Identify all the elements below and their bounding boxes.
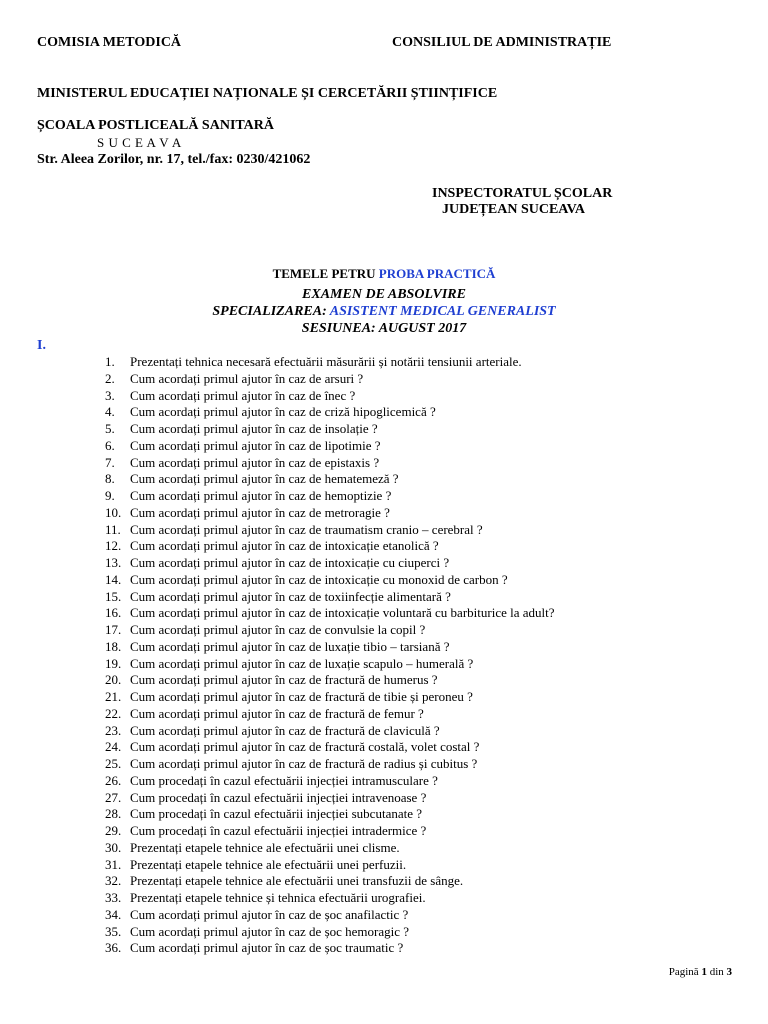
question-text: Prezentați etapele tehnice ale efectuării unei clisme. — [130, 839, 400, 855]
question-number: 19. — [105, 655, 122, 671]
question-item — [105, 605, 555, 622]
question-item — [105, 672, 555, 689]
question-number: 26. — [105, 772, 122, 788]
question-text: Cum acordați primul ajutor în caz de fractură de femur ? — [130, 705, 424, 721]
question-text: Cum acordați primul ajutor în caz de luxație scapulo – humerală ? — [130, 655, 474, 671]
question-item — [105, 739, 555, 756]
question-item — [105, 522, 555, 539]
question-number: 15. — [105, 588, 122, 604]
question-item — [105, 505, 555, 522]
question-text: Cum acordați primul ajutor în caz de intoxicație cu monoxid de carbon ? — [130, 571, 508, 587]
question-number: 18. — [105, 638, 122, 654]
page-current: 1 — [701, 966, 707, 978]
question-number: 4. — [105, 404, 115, 420]
school-address: Str. Aleea Zorilor, nr. 17, tel./fax: 0230/421062 — [37, 152, 311, 167]
question-number: 9. — [105, 488, 115, 503]
question-text: Cum procedați în cazul efectuării injecției intramusculare ? — [130, 772, 438, 788]
question-number: 33. — [105, 890, 122, 905]
title-highlight: PROBA PRACTICĂ — [378, 266, 496, 281]
question-item — [105, 455, 555, 472]
question-number: 11. — [105, 521, 121, 537]
question-number: 8. — [105, 471, 115, 487]
question-item — [105, 689, 555, 706]
question-text: Cum acordați primul ajutor în caz de insolație ? — [130, 421, 378, 436]
question-text: Cum acordați primul ajutor în caz de hematemeză ? — [130, 471, 399, 487]
question-text: Cum procedați în cazul efectuării injecției intravenoase ? — [130, 789, 427, 805]
question-item — [105, 940, 555, 957]
question-text: Cum acordați primul ajutor în caz de convulsie la copil ? — [130, 622, 426, 637]
question-number: 5. — [105, 421, 115, 436]
question-item — [105, 438, 555, 455]
question-text: Prezentați tehnica necesară efectuării măsurării și notării tensiunii arteriale. — [130, 354, 522, 369]
question-number: 29. — [105, 823, 122, 838]
question-item — [105, 404, 555, 421]
ministry-title: MINISTERUL EDUCAȚIEI NAȚIONALE ȘI CERCETĂRII ȘTIINȚIFICE — [37, 86, 498, 101]
administration-council-title: CONSILIUL DE ADMINISTRAȚIE — [392, 35, 612, 50]
question-number: 22. — [105, 705, 122, 721]
question-text: Cum acordați primul ajutor în caz de fractură de tibie și peroneu ? — [130, 689, 473, 704]
question-text: Cum acordați primul ajutor în caz de hemoptizie ? — [130, 488, 392, 503]
inspectorate-line-1: INSPECTORATUL ȘCOLAR — [432, 186, 613, 201]
question-item — [105, 488, 555, 505]
question-text: Cum acordați primul ajutor în caz de șoc hemoragic ? — [130, 923, 410, 939]
question-number: 27. — [105, 789, 122, 805]
question-item — [105, 790, 555, 807]
of-word: din — [709, 966, 724, 978]
question-text: Cum acordați primul ajutor în caz de fractură de humerus ? — [130, 672, 438, 688]
question-item — [105, 656, 555, 673]
question-text: Cum procedați în cazul efectuării injecției subcutanate ? — [130, 806, 423, 822]
question-item — [105, 572, 555, 589]
question-item — [105, 840, 555, 857]
question-number: 36. — [105, 940, 122, 956]
question-item — [105, 706, 555, 723]
specialization-value: ASISTENT MEDICAL GENERALIST — [329, 304, 556, 319]
question-text: Cum acordați primul ajutor în caz de criză hipoglicemică ? — [130, 404, 436, 420]
question-item — [105, 907, 555, 924]
page-total: 3 — [726, 966, 732, 978]
question-text: Prezentați etapele tehnice și tehnica efectuării urografiei. — [130, 890, 426, 905]
question-text: Cum acordați primul ajutor în caz de fractură de claviculă ? — [130, 722, 440, 738]
school-city: S U C E A V A — [97, 135, 182, 150]
question-number: 10. — [105, 504, 122, 520]
question-item — [105, 857, 555, 874]
question-text: Prezentați etapele tehnice ale efectuării unei perfuzii. — [130, 856, 407, 872]
question-text: Cum acordați primul ajutor în caz de fractură de radius și cubitus ? — [130, 756, 478, 771]
question-item — [105, 538, 555, 555]
question-item — [105, 890, 555, 907]
question-number: 34. — [105, 906, 122, 922]
question-text: Cum acordați primul ajutor în caz de intoxicație etanolică ? — [130, 538, 439, 554]
question-number: 17. — [105, 622, 122, 637]
methodical-commission-title: COMISIA METODICĂ — [37, 35, 182, 50]
question-item — [105, 823, 555, 840]
question-text: Cum acordați primul ajutor în caz de șoc traumatic ? — [130, 940, 404, 956]
question-item — [105, 773, 555, 790]
question-number: 7. — [105, 454, 115, 470]
section-label: I. — [37, 338, 46, 353]
exam-title: EXAMEN DE ABSOLVIRE — [302, 287, 466, 302]
question-number: 24. — [105, 739, 122, 755]
question-item — [105, 421, 555, 438]
page-word: Pagină — [668, 966, 699, 978]
question-number: 21. — [105, 689, 122, 704]
question-item — [105, 622, 555, 639]
question-item — [105, 589, 555, 606]
specialization-label: SPECIALIZAREA: — [212, 304, 330, 319]
question-number: 6. — [105, 437, 115, 453]
question-text: Cum acordați primul ajutor în caz de epistaxis ? — [130, 454, 380, 470]
question-item — [105, 756, 555, 773]
questions-list — [105, 354, 555, 957]
question-text: Cum acordați primul ajutor în caz de metroragie ? — [130, 504, 390, 520]
question-item — [105, 371, 555, 388]
question-text: Cum acordați primul ajutor în caz de înec ? — [130, 387, 356, 403]
question-item — [105, 723, 555, 740]
page-footer — [669, 966, 732, 978]
question-number: 14. — [105, 571, 122, 587]
session-line: SESIUNEA: AUGUST 2017 — [301, 321, 467, 336]
question-number: 2. — [105, 370, 115, 386]
question-item — [105, 924, 555, 941]
question-number: 12. — [105, 538, 122, 554]
question-item — [105, 806, 555, 823]
question-text: Cum acordați primul ajutor în caz de lipotimie ? — [130, 437, 381, 453]
question-text: Cum acordați primul ajutor în caz de toxiinfecție alimentară ? — [130, 588, 451, 604]
question-text: Cum procedați în cazul efectuării injecției intradermice ? — [130, 823, 427, 838]
question-number: 20. — [105, 672, 122, 688]
question-text: Cum acordați primul ajutor în caz de intoxicație cu ciuperci ? — [130, 555, 450, 570]
question-item — [105, 471, 555, 488]
question-item — [105, 354, 555, 371]
question-text: Cum acordați primul ajutor în caz de traumatism cranio – cerebral ? — [130, 521, 483, 537]
title-prefix: TEMELE PETRU — [272, 266, 379, 281]
question-number: 16. — [105, 605, 122, 621]
question-text: Cum acordați primul ajutor în caz de luxație tibio – tarsiană ? — [130, 638, 450, 654]
question-number: 3. — [105, 387, 115, 403]
question-text: Prezentați etapele tehnice ale efectuării unei transfuzii de sânge. — [130, 873, 464, 889]
question-number: 23. — [105, 722, 122, 738]
question-number: 35. — [105, 923, 122, 939]
question-number: 1. — [105, 354, 115, 369]
question-text: Cum acordați primul ajutor în caz de arsuri ? — [130, 370, 364, 386]
question-number: 13. — [105, 555, 122, 570]
practical-exam-title — [0, 266, 768, 282]
specialization-line — [0, 304, 768, 320]
question-number: 25. — [105, 756, 122, 771]
question-number: 28. — [105, 806, 122, 822]
question-item — [105, 639, 555, 656]
question-item — [105, 388, 555, 405]
question-item — [105, 873, 555, 890]
question-text: Cum acordați primul ajutor în caz de intoxicație voluntară cu barbiturice la adult? — [130, 605, 555, 621]
question-number: 30. — [105, 839, 122, 855]
school-name: ȘCOALA POSTLICEALĂ SANITARĂ — [37, 118, 275, 133]
question-item — [105, 555, 555, 572]
question-text: Cum acordați primul ajutor în caz de fractură costală, volet costal ? — [130, 739, 480, 755]
question-number: 32. — [105, 873, 122, 889]
question-text: Cum acordați primul ajutor în caz de șoc anafilactic ? — [130, 906, 409, 922]
inspectorate-line-2: JUDEȚEAN SUCEAVA — [442, 202, 586, 217]
question-number: 31. — [105, 856, 122, 872]
